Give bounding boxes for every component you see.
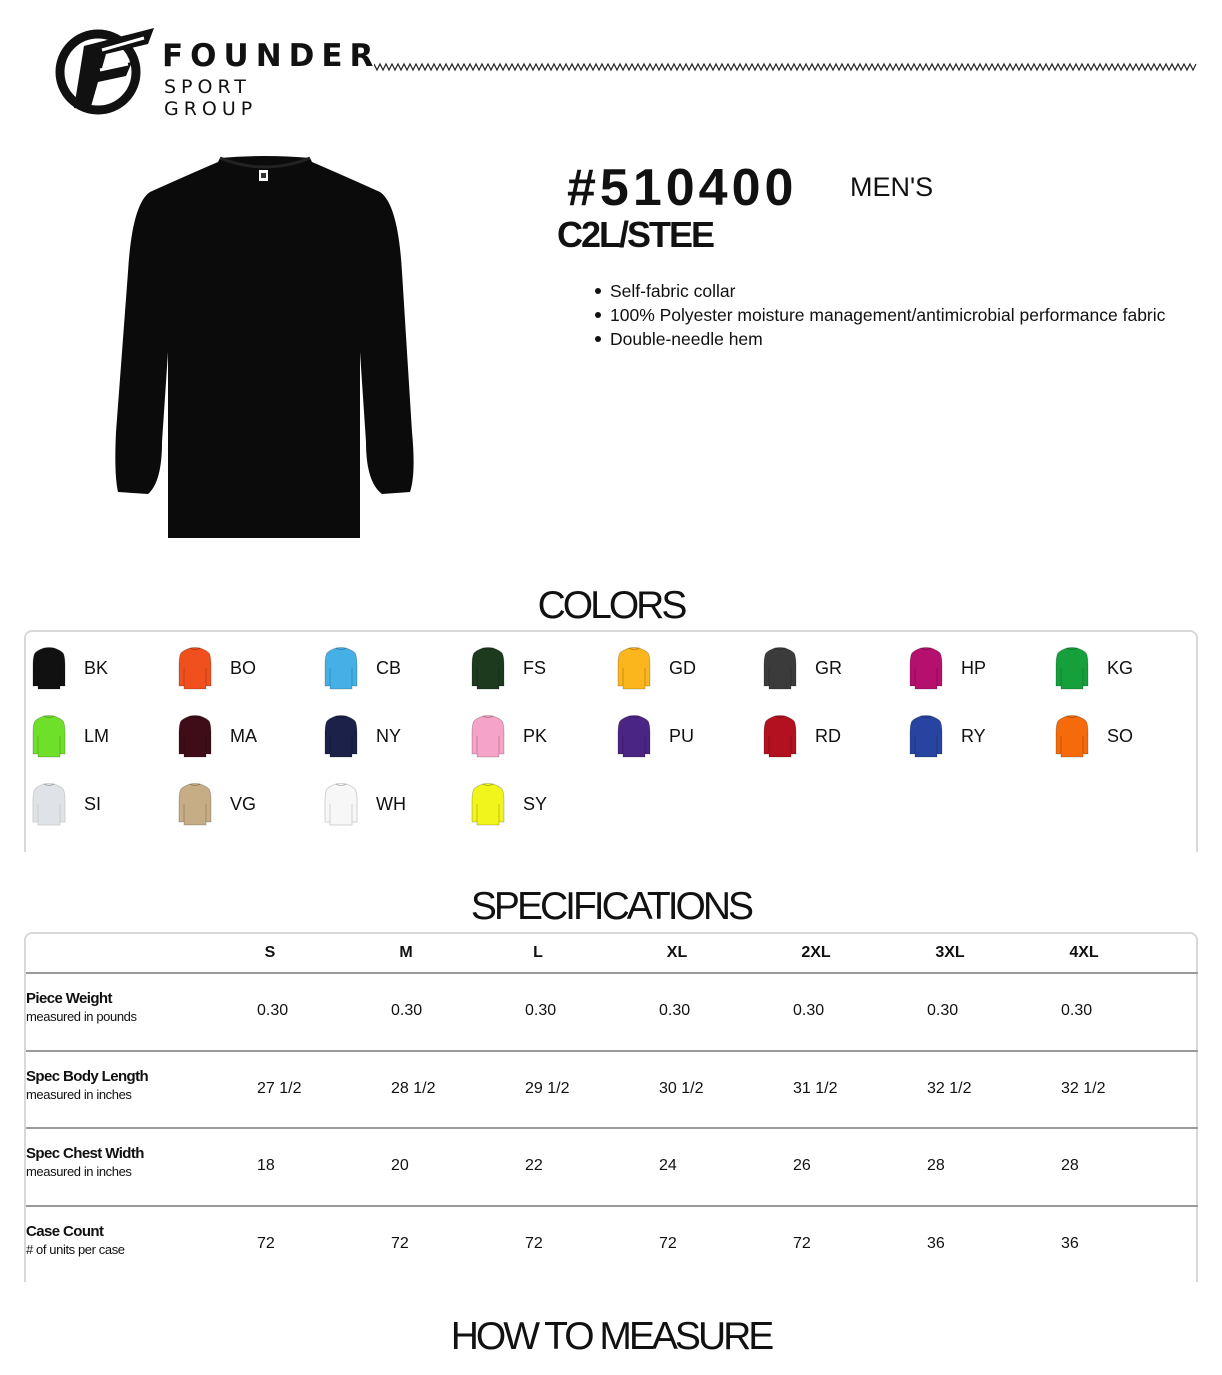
spec-unit-note: measured in pounds <box>26 1008 137 1024</box>
header-zigzag-divider <box>374 61 1198 73</box>
color-swatch-gr <box>757 644 897 692</box>
color-code: GD <box>669 658 696 678</box>
product-shirt-image <box>112 152 418 544</box>
feature-item: 100% Polyester moisture management/antimicrobial performance fabric <box>594 303 1165 327</box>
spec-cell: 30 1/2 <box>659 1079 704 1097</box>
color-code: RD <box>815 726 841 746</box>
spec-cell: 20 <box>391 1156 409 1174</box>
color-swatch-lm <box>26 712 166 760</box>
gender-label: MEN'S <box>850 172 934 202</box>
size-header-2xl: 2XL <box>801 944 831 961</box>
color-code: SI <box>84 794 102 814</box>
spec-row-label <box>26 990 137 1026</box>
spec-cell: 28 <box>927 1156 945 1174</box>
spec-cell: 0.30 <box>391 1001 423 1019</box>
color-swatch-so <box>1049 712 1189 760</box>
color-code: RY <box>961 726 986 746</box>
color-swatch-cb <box>318 644 458 692</box>
brand-name: FOUNDER <box>162 38 381 74</box>
spec-cell: 0.30 <box>793 1001 825 1019</box>
shirt-swatch-icon <box>32 714 66 758</box>
color-swatch-hp <box>903 644 1043 692</box>
color-code: BO <box>230 658 257 678</box>
spec-cell: 29 1/2 <box>525 1079 570 1097</box>
shirt-swatch-icon <box>471 782 505 826</box>
size-header-3xl: 3XL <box>935 944 965 961</box>
spec-cell: 26 <box>793 1156 811 1174</box>
size-header-s: S <box>264 944 276 961</box>
shirt-swatch-icon <box>178 714 212 758</box>
shirt-swatch-icon <box>324 646 358 690</box>
size-header-m: M <box>399 944 413 961</box>
how-to-measure-heading: HOW TO MEASURE <box>450 1315 772 1358</box>
color-swatch-rd <box>757 712 897 760</box>
shirt-swatch-icon <box>32 646 66 690</box>
brand-subname: SPORT GROUP <box>164 76 258 120</box>
spec-label: Spec Chest Width <box>26 1144 144 1162</box>
color-code: PU <box>669 726 695 746</box>
spec-cell: 72 <box>391 1234 409 1252</box>
shirt-swatch-icon <box>471 646 505 690</box>
feature-item: Self-fabric collar <box>594 279 1165 303</box>
size-header-xl: XL <box>666 944 688 961</box>
spec-cell: 31 1/2 <box>793 1079 838 1097</box>
color-swatch-bo <box>172 644 312 692</box>
color-code: WH <box>376 794 406 814</box>
color-code: NY <box>376 726 402 746</box>
row-divider <box>26 1127 1198 1129</box>
spec-unit-note: # of units per case <box>26 1241 125 1257</box>
spec-row-label <box>26 1223 125 1259</box>
spec-cell: 72 <box>257 1234 275 1252</box>
color-swatch-sy <box>465 780 605 828</box>
color-swatch-ma <box>172 712 312 760</box>
spec-cell: 0.30 <box>257 1001 289 1019</box>
spec-unit-note: measured in inches <box>26 1086 132 1102</box>
color-code: SY <box>523 794 548 814</box>
colors-heading: COLORS <box>537 584 685 627</box>
color-code: VG <box>230 794 257 814</box>
specifications-heading: SPECIFICATIONS <box>470 885 752 928</box>
spec-label: Case Count <box>26 1222 104 1240</box>
spec-cell: 0.30 <box>927 1001 959 1019</box>
color-code: CB <box>376 658 402 678</box>
founder-logo-icon <box>54 24 154 116</box>
spec-cell: 72 <box>793 1234 811 1252</box>
shirt-swatch-icon <box>471 714 505 758</box>
color-swatch-pu <box>611 712 751 760</box>
shirt-swatch-icon <box>178 646 212 690</box>
spec-cell: 72 <box>659 1234 677 1252</box>
shirt-swatch-icon <box>1055 646 1089 690</box>
spec-cell: 0.30 <box>1061 1001 1093 1019</box>
item-number: #510400 <box>567 159 798 217</box>
spec-label: Piece Weight <box>26 989 112 1007</box>
shirt-swatch-icon <box>324 782 358 826</box>
row-divider <box>26 1205 1198 1207</box>
colors-panel <box>24 630 1198 852</box>
spec-label: Spec Body Length <box>26 1067 149 1085</box>
spec-cell: 0.30 <box>525 1001 557 1019</box>
color-code: SO <box>1107 726 1134 746</box>
size-header-l: L <box>533 944 543 961</box>
style-name: C2L/STEE <box>557 214 714 255</box>
color-swatch-ny <box>318 712 458 760</box>
spec-cell: 24 <box>659 1156 677 1174</box>
shirt-swatch-icon <box>1055 714 1089 758</box>
color-swatch-kg <box>1049 644 1189 692</box>
shirt-swatch-icon <box>178 782 212 826</box>
shirt-swatch-icon <box>763 714 797 758</box>
spec-cell: 72 <box>525 1234 543 1252</box>
color-code: MA <box>230 726 257 746</box>
spec-row-label <box>26 1145 144 1181</box>
spec-cell: 27 1/2 <box>257 1079 302 1097</box>
spec-cell: 36 <box>1061 1234 1079 1252</box>
color-code: BK <box>84 658 109 678</box>
shirt-swatch-icon <box>617 714 651 758</box>
spec-cell: 28 <box>1061 1156 1079 1174</box>
color-code: GR <box>815 658 842 678</box>
color-code: LM <box>84 726 110 746</box>
color-swatch-fs <box>465 644 605 692</box>
feature-item: Double-needle hem <box>594 327 1165 351</box>
spec-cell: 32 1/2 <box>1061 1079 1106 1097</box>
spec-cell: 32 1/2 <box>927 1079 972 1097</box>
spec-row-label <box>26 1068 148 1104</box>
shirt-swatch-icon <box>909 714 943 758</box>
shirt-swatch-icon <box>324 714 358 758</box>
spec-cell: 22 <box>525 1156 543 1174</box>
color-swatch-si <box>26 780 166 828</box>
feature-list <box>594 279 1165 351</box>
shirt-swatch-icon <box>617 646 651 690</box>
spec-cell: 28 1/2 <box>391 1079 436 1097</box>
shirt-swatch-icon <box>909 646 943 690</box>
shirt-swatch-icon <box>32 782 66 826</box>
size-header-4xl: 4XL <box>1069 944 1099 961</box>
color-swatch-pk <box>465 712 605 760</box>
color-code: PK <box>523 726 548 746</box>
row-divider <box>26 972 1198 974</box>
spec-cell: 0.30 <box>659 1001 691 1019</box>
color-swatch-ry <box>903 712 1043 760</box>
shirt-swatch-icon <box>763 646 797 690</box>
color-swatch-vg <box>172 780 312 828</box>
color-swatch-gd <box>611 644 751 692</box>
spec-cell: 36 <box>927 1234 945 1252</box>
color-swatch-bk <box>26 644 166 692</box>
row-divider <box>26 1050 1198 1052</box>
specifications-table <box>24 932 1198 1282</box>
spec-cell: 18 <box>257 1156 275 1174</box>
color-code: FS <box>523 658 547 678</box>
color-code: HP <box>961 658 987 678</box>
brand-logo <box>54 24 381 120</box>
color-code: KG <box>1107 658 1134 678</box>
spec-unit-note: measured in inches <box>26 1163 132 1179</box>
color-swatch-wh <box>318 780 458 828</box>
